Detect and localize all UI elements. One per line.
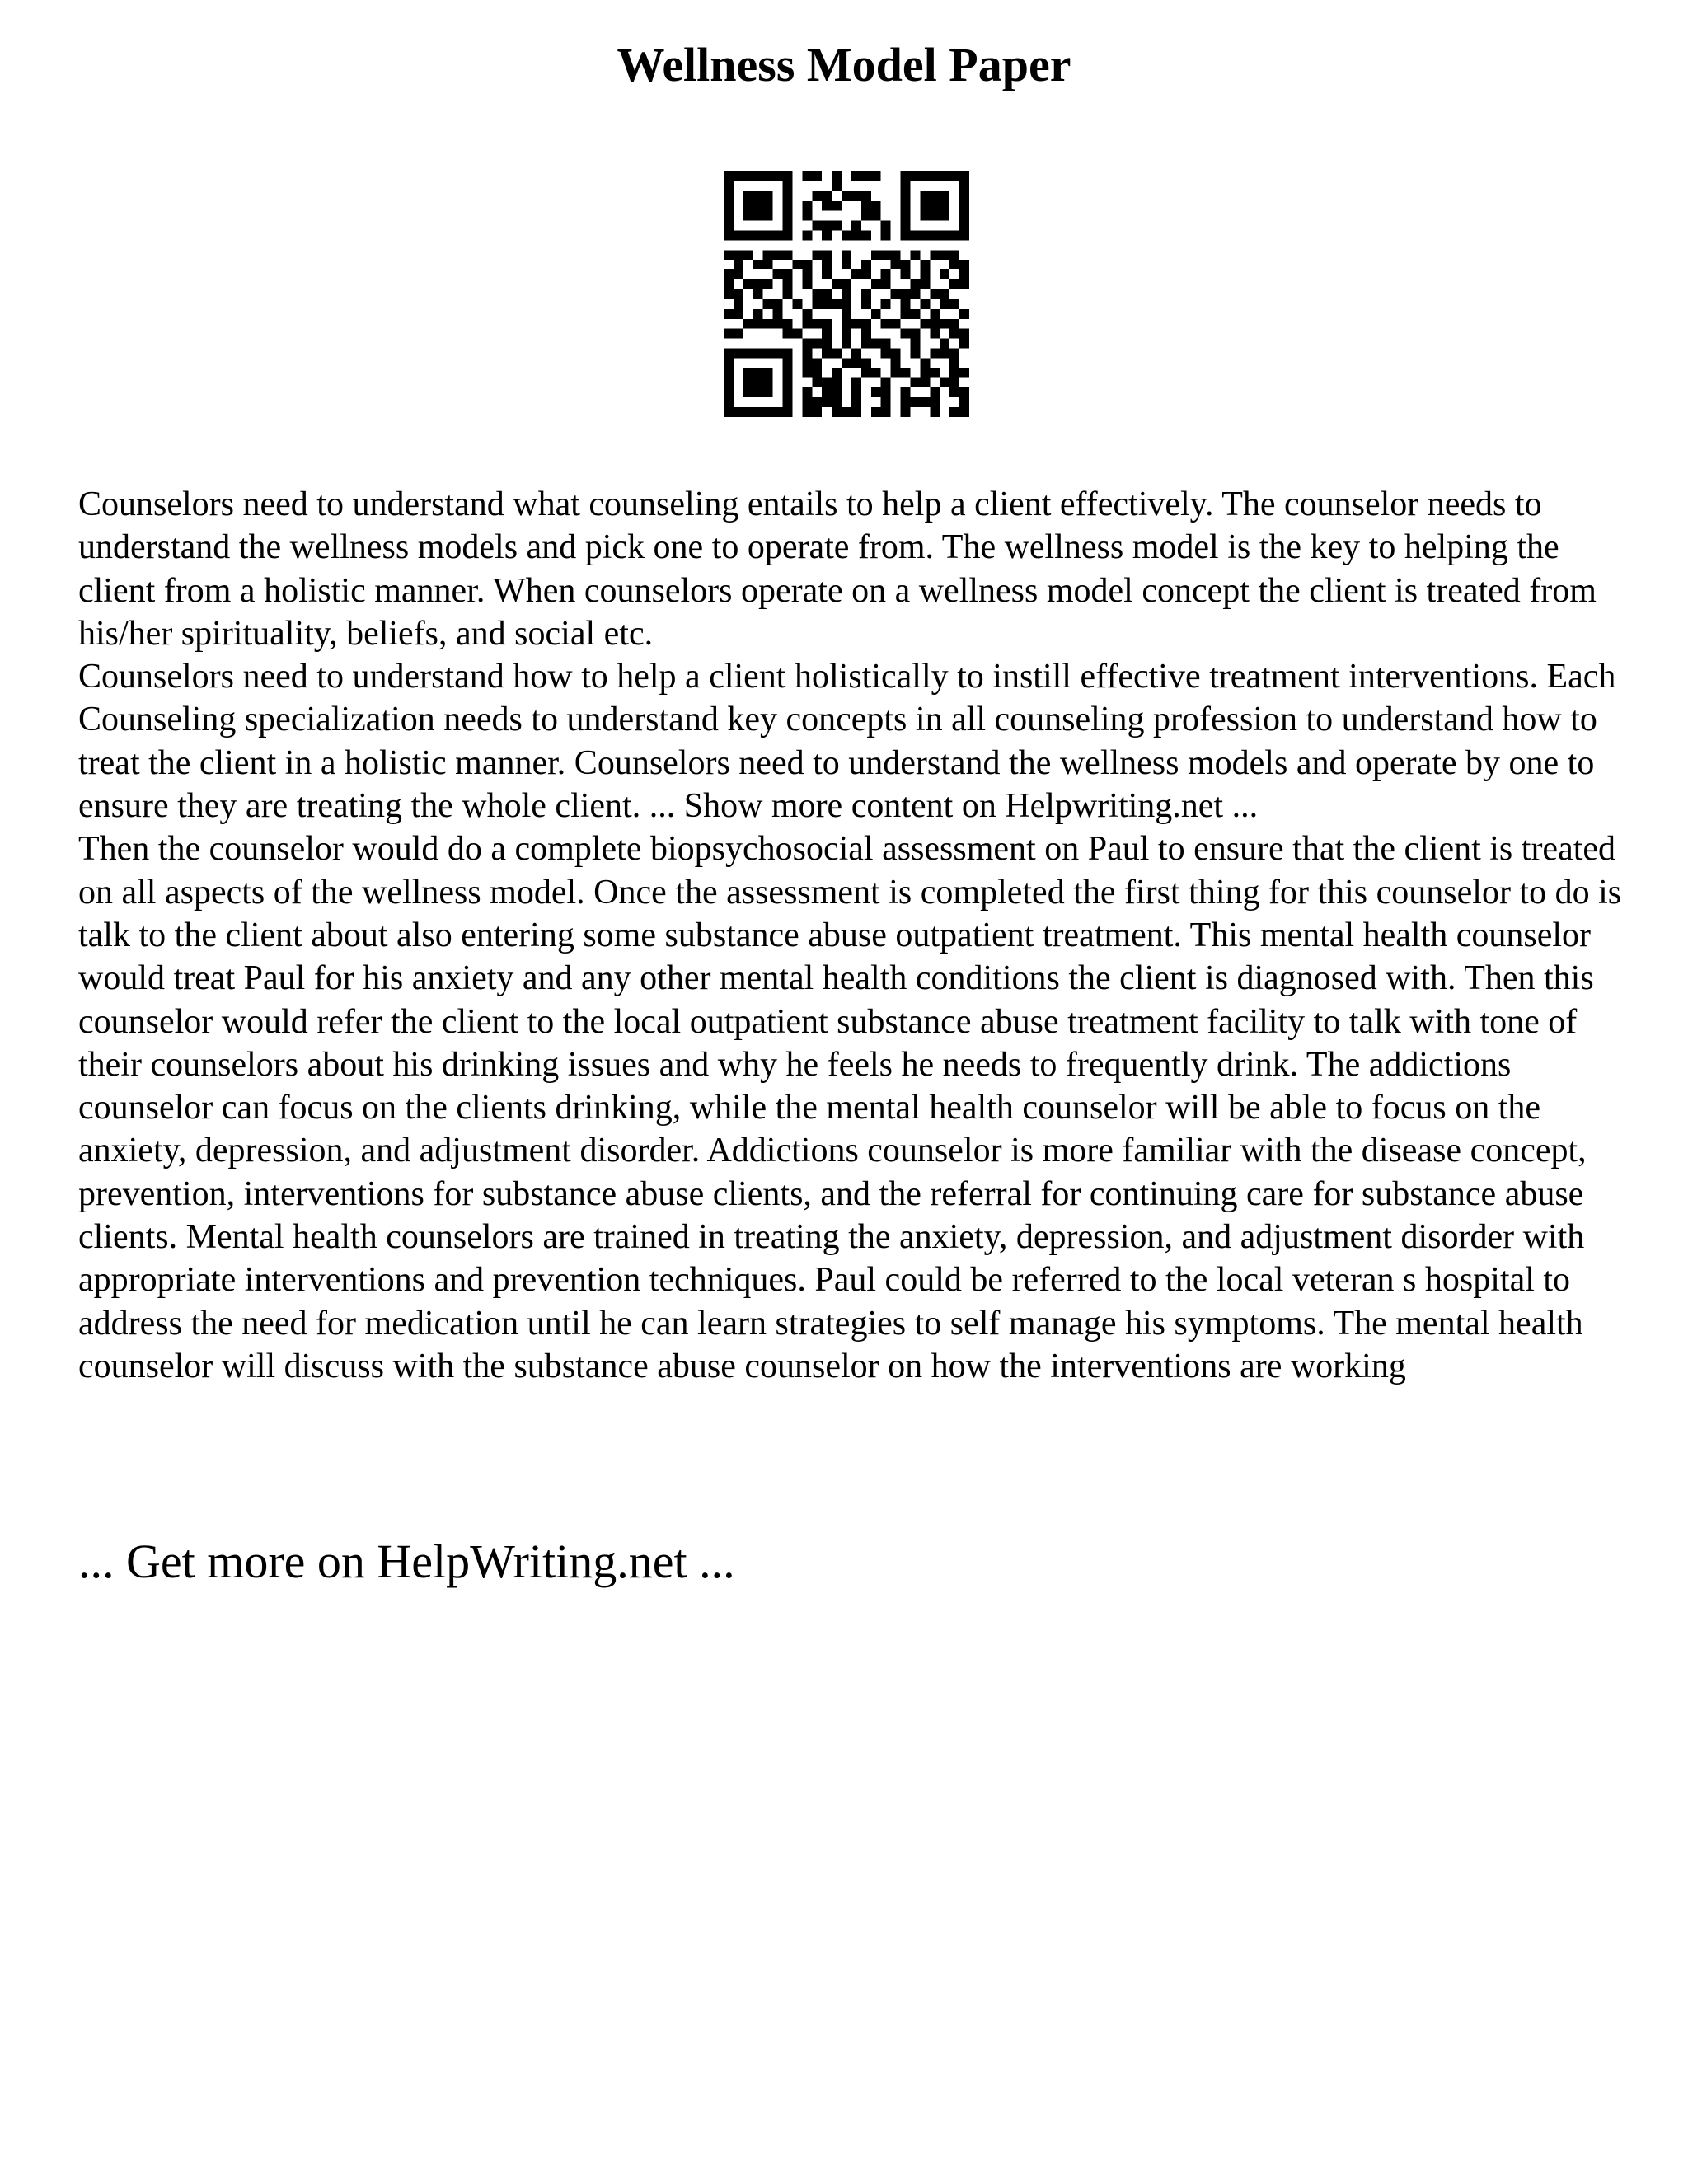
qr-finder-bottom-left: [724, 349, 792, 417]
paragraph-1: Counselors need to understand what counseling entails to help a client effectively. The counselor needs to understand the wellness models and pick one to operate from. The wellness model is the key to helping the client from a holistic manner. When counselors operate on a wellness model concept the client is treated from his/her spirituality, beliefs, and social etc.: [78, 485, 1597, 653]
paragraph-3: Then the counselor would do a complete biopsychosocial assessment on Paul to ensure that the client is treated on all aspects of the wellness model. Once the assessment is completed the first thing for this counselor to do is talk to the client about also entering some substance abuse outpatient treatment. This mental health counselor would treat Paul for his anxiety and any other mental health conditions the client is diagnosed with. Then this counselor would refer the client to the local outpatient substance abuse treatment facility to talk with tone of their counselors about his drinking issues and why he feels he needs to frequently drink. The addictions counselor can focus on the clients drinking, while the mental health counselor will be able to focus on the anxiety, depression, and adjustment disorder. Addictions counselor is more familiar with the disease concept, prevention, interventions for substance abuse clients, and the referral for continuing care for substance abuse clients. Mental health counselors are trained in treating the anxiety, depression, and adjustment disorder with appropriate interventions and prevention techniques. Paul could be referred to the local veteran s hospital to address the need for medication until he can learn strategies to self manage his symptoms. The mental health counselor will discuss with the substance abuse counselor on how the interventions are working: [78, 830, 1622, 1385]
get-more-link[interactable]: ... Get more on HelpWriting.net ...: [78, 1535, 735, 1588]
qr-finder-top-right: [901, 171, 969, 240]
qr-code-icon: [724, 171, 969, 417]
paragraph-2: Counselors need to understand how to help a client holistically to instill effective treatment interventions. Each Counseling specialization needs to understand key concepts in all counseling profession to understand how to treat the client in a holistic manner. Counselors need to understand the wellness models and operate by one to ensure they are treating the whole client. ... Show more content on Helpwriting.net ...: [78, 658, 1616, 826]
qr-finder-top-left: [724, 171, 792, 240]
article-body: [78, 483, 1628, 1388]
page-title: Wellness Model Paper: [617, 38, 1071, 91]
qr-modules: [724, 171, 969, 417]
